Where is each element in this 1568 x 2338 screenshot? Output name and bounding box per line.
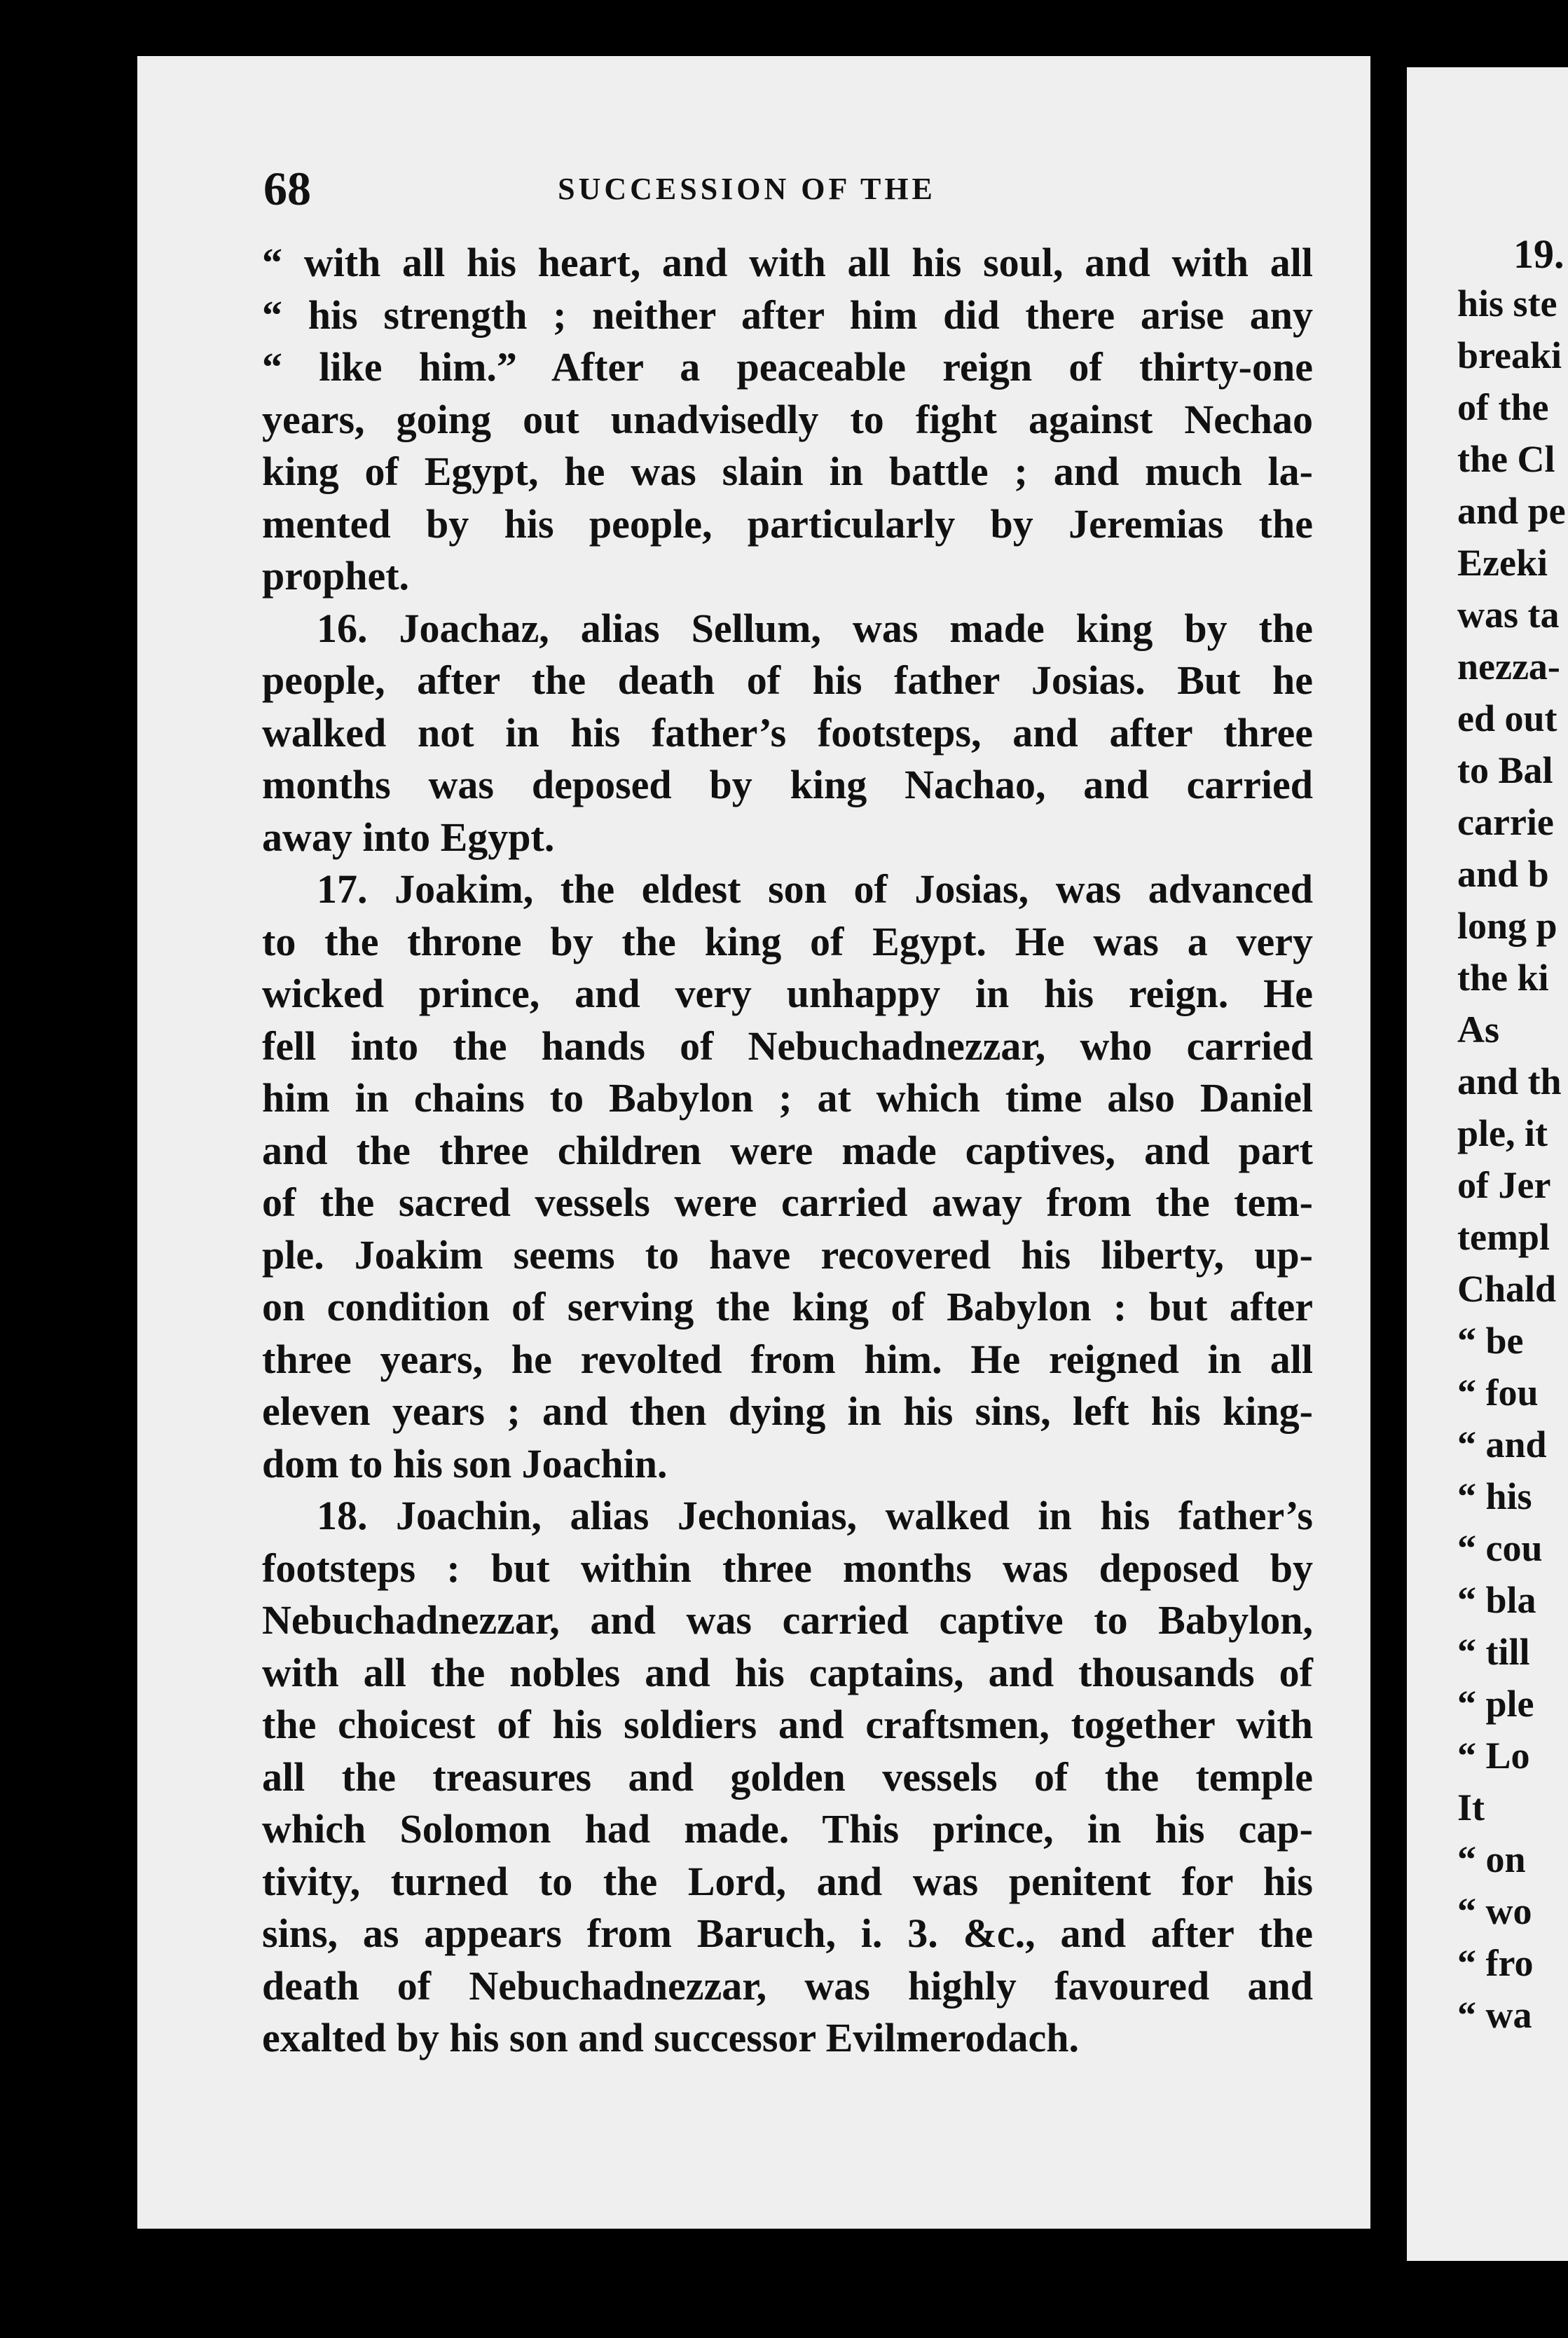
text-line: “ cou	[1457, 1527, 1543, 1569]
text-line: eleven years ; and then dying in his sins, left his king-	[262, 1388, 1313, 1434]
text-line: “ wa	[1457, 1994, 1532, 2036]
text-line: Chald	[1457, 1268, 1557, 1310]
text-line: him in chains to Babylon ; at which time also Daniel	[262, 1075, 1313, 1121]
text-line: away into Egypt.	[262, 814, 555, 860]
text-line: “ on	[1457, 1838, 1526, 1880]
text-line: and b	[1457, 853, 1549, 895]
text-line: “ Lo	[1457, 1735, 1530, 1777]
text-line: “ and	[1457, 1423, 1547, 1465]
text-line: death of Nebuchadnezzar, was highly favoured and	[262, 1962, 1313, 2009]
text-line: fell into the hands of Nebuchadnezzar, who carried	[262, 1023, 1313, 1069]
text-line: on condition of serving the king of Babylon : but after	[262, 1284, 1313, 1329]
text-line: exalted by his son and successor Evilmerodach.	[262, 2015, 1080, 2060]
text-line: and pe	[1457, 490, 1566, 532]
text-line: of the	[1457, 386, 1549, 428]
text-line: “ be	[1457, 1320, 1524, 1362]
text-line: mented by his people, particularly by Jeremias the	[262, 500, 1313, 547]
text-line: years, going out unadvisedly to fight against Nechao	[262, 396, 1313, 442]
text-line: the Cl	[1457, 438, 1555, 480]
text-line: the ki	[1457, 957, 1549, 999]
text-line: dom to his son Joachin.	[262, 1440, 668, 1486]
text-line: It	[1457, 1786, 1485, 1828]
text-line: people, after the death of his father Josias. But he	[262, 657, 1313, 703]
text-line: ple. Joakim seems to have recovered his liberty, up-	[262, 1231, 1313, 1278]
text-line: wicked prince, and very unhappy in his reign. He	[262, 971, 1313, 1016]
text-line: “ fro	[1457, 1942, 1534, 1984]
text-line: “ fou	[1457, 1372, 1539, 1414]
text-line: ed out	[1457, 697, 1557, 739]
text-line: months was deposed by king Nachao, and carried	[262, 762, 1313, 807]
text-line: “ like him.” After a peaceable reign of thirty-one	[262, 344, 1313, 390]
text-line: Ezeki	[1457, 542, 1548, 584]
text-line: long p	[1457, 905, 1557, 947]
text-line: to Bal	[1457, 749, 1553, 791]
text-line: “ till	[1457, 1631, 1530, 1673]
text-line: three years, he revolted from him. He reigned in all	[262, 1336, 1313, 1382]
body-text	[262, 237, 1313, 2065]
text-line: king of Egypt, he was slain in battle ; and much la-	[262, 449, 1313, 494]
text-line: to the throne by the king of Egypt. He was a very	[262, 918, 1313, 964]
page-number: 68	[263, 162, 311, 215]
text-line: “ wo	[1457, 1890, 1532, 1932]
text-line: with all the nobles and his captains, and thousands of	[262, 1649, 1313, 1695]
text-line: “ ple	[1457, 1683, 1534, 1725]
paragraph-16-start: 16. Joachaz, alias Sellum, was made king by the	[317, 605, 1313, 651]
running-head	[263, 161, 1230, 224]
text-line: prophet.	[262, 553, 410, 599]
text-line: “ with all his heart, and with all his soul, and with all	[262, 240, 1313, 285]
text-line: the choicest of his soldiers and craftsmen, together with	[262, 1702, 1313, 1747]
text-line: which Solomon had made. This prince, in his cap-	[262, 1806, 1313, 1852]
text-line: breaki	[1457, 334, 1562, 376]
text-line: all the treasures and golden vessels of the temple	[262, 1754, 1313, 1800]
text-line: and th	[1457, 1060, 1562, 1102]
right-page-text	[1457, 231, 1566, 2041]
text-line: templ	[1457, 1216, 1550, 1258]
text-line: “ his	[1457, 1475, 1532, 1517]
text-line: As	[1457, 1009, 1500, 1051]
right-page	[1407, 67, 1568, 2261]
text-line: was ta	[1457, 594, 1560, 636]
left-page	[137, 56, 1370, 2229]
text-line: tivity, turned to the Lord, and was penitent for his	[262, 1858, 1313, 1904]
text-line: nezza-	[1457, 645, 1560, 688]
text-line: sins, as appears from Baruch, i. 3. &c., and after the	[262, 1910, 1313, 1956]
paragraph-19-number: 19.	[1513, 231, 1564, 277]
text-line: ple, it	[1457, 1112, 1548, 1154]
paragraph-18-start: 18. Joachin, alias Jechonias, walked in his father’s	[317, 1493, 1313, 1538]
text-line: his ste	[1457, 282, 1557, 324]
text-line: walked not in his father’s footsteps, and after three	[262, 709, 1313, 756]
running-title: SUCCESSION OF THE	[558, 172, 936, 206]
text-line: carrie	[1457, 801, 1554, 843]
text-line: “ bla	[1457, 1579, 1536, 1621]
text-line: “ his strength ; neither after him did there arise any	[262, 292, 1313, 338]
text-line: of the sacred vessels were carried away from the tem-	[262, 1180, 1313, 1225]
paragraph-17-start: 17. Joakim, the eldest son of Josias, was advanced	[317, 866, 1313, 912]
text-line: footsteps : but within three months was deposed by	[262, 1545, 1313, 1591]
text-line: and the three children were made captives, and part	[262, 1127, 1313, 1173]
text-line: Nebuchadnezzar, and was carried captive to Babylon,	[262, 1597, 1313, 1643]
text-line: of Jer	[1457, 1164, 1551, 1206]
